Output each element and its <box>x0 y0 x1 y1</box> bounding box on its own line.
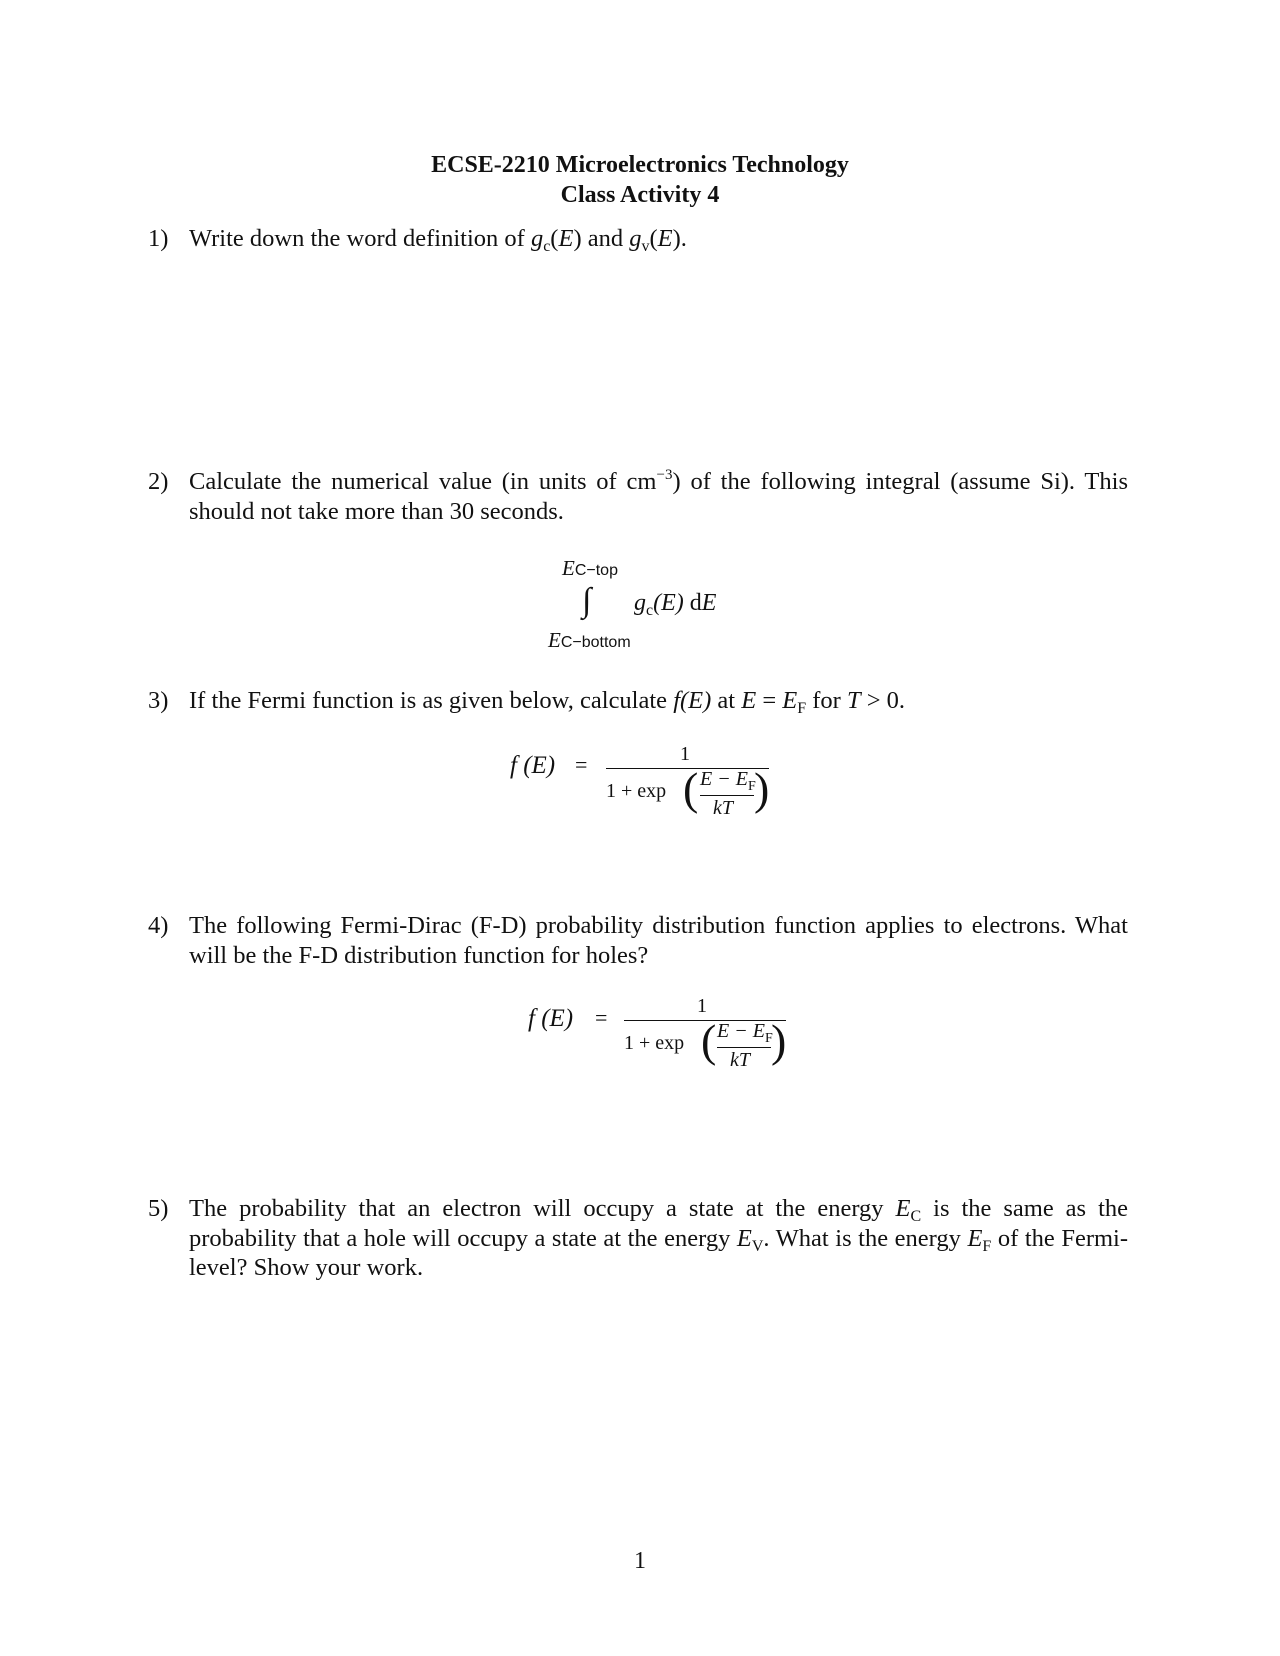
document-title <box>0 150 1280 210</box>
fermi-numerator: 1 <box>680 743 690 765</box>
inner-denominator: kT <box>730 1049 750 1071</box>
integral-upper-limit: EC−top <box>562 556 618 580</box>
question-text: Write down the word definition of $g_c(E)$ and $g_v(E)$. <box>189 225 687 255</box>
question-number: 1) <box>148 225 169 252</box>
inner-numerator: $E - E_F$ <box>700 768 756 794</box>
activity-title: Class Activity 4 <box>560 182 720 208</box>
left-paren: ( <box>683 763 699 814</box>
question-3 <box>148 686 1128 716</box>
left-paren: ( <box>701 1015 717 1066</box>
question-number: 4) <box>148 912 169 939</box>
question-4 <box>148 911 1128 970</box>
equals-sign: = <box>575 752 588 777</box>
question-number: 5) <box>148 1195 169 1222</box>
integral-sign: ∫ <box>582 582 592 619</box>
question-text: The following Fermi-Dirac (F-D) probability distribution function applies to electrons. What will be the F-D distribution function for holes? <box>189 912 1128 969</box>
integral-lower-limit: EC−bottom <box>548 628 631 652</box>
right-paren: ) <box>754 763 770 814</box>
course-title: ECSE-2210 Microelectronics Technology <box>431 152 849 178</box>
question-number: 2) <box>148 468 169 495</box>
page-number: 1 <box>634 1548 646 1574</box>
integrand: $g_c(E)$ dE <box>634 590 717 619</box>
question-text: If the Fermi function is as given below, calculate f(E) at $E = E_F$ for T > 0. <box>189 687 906 717</box>
question-text: The probability that an electron will occupy a state at the energy $E_C$ is the same as the probability that a hole will occupy a state at the energy $E_V$. What is the energy $E_F$ of the Fermi-level? Show your work. <box>189 1195 1129 1281</box>
question-number: 3) <box>148 687 169 714</box>
fermi-denominator-exp: 1 + exp <box>624 1032 685 1054</box>
question-2 <box>148 467 1128 526</box>
question-text: Calculate the numerical value (in units of $cm^{-3}$) of the following integral (assume Si). This should not take more than 30 seconds. <box>189 467 1128 525</box>
fermi-denominator-exp: 1 + exp <box>606 780 667 802</box>
fermi-lhs: f (E) <box>510 752 556 779</box>
question-1 <box>148 224 1128 254</box>
equals-sign: = <box>595 1005 608 1030</box>
inner-denominator: kT <box>713 797 733 819</box>
fermi-numerator: 1 <box>697 995 707 1017</box>
question-5 <box>148 1194 1128 1283</box>
inner-numerator: $E - E_F$ <box>717 1020 773 1046</box>
right-paren: ) <box>771 1015 787 1066</box>
fermi-lhs: f (E) <box>528 1005 574 1032</box>
